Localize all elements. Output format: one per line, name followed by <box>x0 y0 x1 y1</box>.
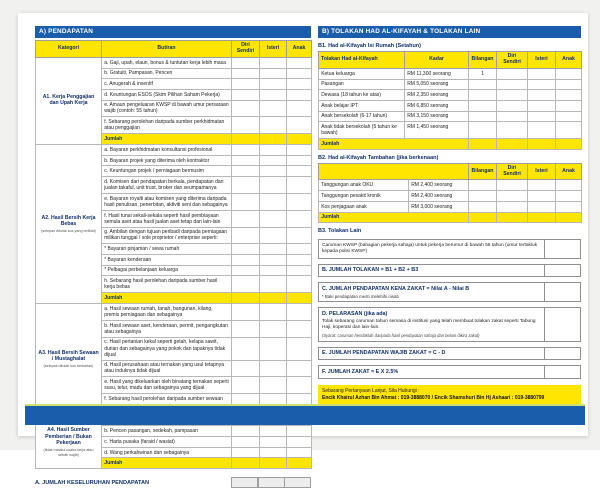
row-label: Dewasa (18 tahun ke atas) <box>319 90 405 101</box>
item-text: b. Hasil sewaan aset, kenderaan, permit, pengangkutan atau sebagainya <box>102 320 232 337</box>
total-income-cells <box>232 477 311 488</box>
item-text: f. Hasil tunai sekali-sekala seperti hasil pembiayaan semula aset atau hasil jualan aset tetap dan lain-lain <box>102 210 232 227</box>
col-header-isteri: Isteri <box>260 41 287 57</box>
input-cell[interactable] <box>469 180 497 191</box>
row-kadar: RM 3,000 seorang <box>409 201 469 212</box>
b1-header-row <box>319 52 582 68</box>
input-cell[interactable] <box>232 145 260 156</box>
col-header-isteri: Isteri <box>528 164 556 180</box>
input-cell[interactable] <box>287 293 312 304</box>
item-text: * Bayaran kenderaan <box>102 254 232 265</box>
input-cell[interactable] <box>258 477 285 488</box>
input-cell[interactable] <box>497 139 528 150</box>
input-cell[interactable] <box>260 117 287 134</box>
input-cell[interactable] <box>497 90 528 101</box>
input-cell[interactable] <box>497 201 528 212</box>
row-kadar: RM 2,400 seorang <box>409 180 469 191</box>
row-label: Anak tidak bersekolah (5 tahun ke bawah) <box>319 122 405 139</box>
section-b-header: B) TOLAKAN HAD AL-KIFAYAH & TOLAKAN LAIN <box>318 26 581 38</box>
input-cell[interactable] <box>287 304 312 321</box>
b1-title: B1. Had al-Kifayah Isi Rumah (Setahun) <box>318 43 421 50</box>
item-text: b. Pencen pasangan, sedekah, pampasan <box>102 426 232 437</box>
item-text: c. Hasil pertanian kekal seperti getah, kelapa sawit, durian dan sebagainya yang pokok dan tapaknya tidak dijual <box>102 337 232 360</box>
input-cell[interactable] <box>287 68 312 79</box>
b3-box <box>318 239 581 258</box>
input-cell[interactable] <box>232 68 260 79</box>
b2-table <box>318 163 582 223</box>
row-label: Tanggungan pesakit kronik <box>319 191 409 202</box>
input-cell[interactable] <box>232 177 260 194</box>
table-row <box>319 122 582 139</box>
item-text: f. Sebarang perolehan daripada sumber perkhidmatan atau penggajian <box>102 117 232 134</box>
input-cell[interactable] <box>287 145 312 156</box>
input-cell[interactable] <box>232 155 260 166</box>
col-header-anak: Anak <box>556 164 582 180</box>
pelarasan-box <box>318 307 581 341</box>
category-a4-sublabel: (tidak melalui usaha kerja atau sebab wajib) <box>43 448 94 457</box>
input-cell[interactable] <box>287 447 312 458</box>
input-cell[interactable] <box>232 89 260 100</box>
col-header-kadar: Kadar <box>405 52 469 68</box>
input-cell[interactable] <box>232 265 260 276</box>
item-text: * Bayaran pinjaman / sewa rumah <box>102 244 232 255</box>
input-cell[interactable] <box>469 90 497 101</box>
input-cell[interactable] <box>497 212 528 223</box>
input-cell[interactable] <box>287 265 312 276</box>
total-b-label: B. JUMLAH TOLAKAN = B1 + B2 + B3 <box>322 267 419 274</box>
subtotal-row <box>319 212 582 223</box>
category-a2 <box>36 145 102 304</box>
category-a3-sublabel: (selepas ditolak kos berkaitan) <box>43 364 94 369</box>
input-cell[interactable] <box>232 458 260 469</box>
b3-text: Caruman KWSP (bahagian pekerja sahaja) untuk pekerja berumur di bawah 55 tahun (umur tertakluk kepada polisi KWSP) <box>322 242 538 255</box>
total-e-label: E. JUMLAH PENDAPATAN WAJIB ZAKAT = C - D <box>322 350 446 357</box>
input-cell[interactable] <box>260 437 287 448</box>
input-cell[interactable] <box>556 100 582 111</box>
row-label: Tanggungan anak OKU <box>319 180 409 191</box>
table-row <box>319 100 582 111</box>
input-cell[interactable] <box>260 293 287 304</box>
input-cell[interactable] <box>287 394 312 405</box>
b2-header-row <box>319 164 582 180</box>
total-c-label: C. JUMLAH PENDAPATAN KENA ZAKAT = Nilai A - Nilai B <box>322 285 470 292</box>
input-cell[interactable] <box>556 122 582 139</box>
input-cell[interactable] <box>232 117 260 134</box>
category-a2-label: A2. Hasil Bersih Kerja Bebas <box>41 214 96 228</box>
input-cell[interactable] <box>287 458 312 469</box>
input-cell[interactable] <box>260 394 287 405</box>
input-cell[interactable] <box>232 437 260 448</box>
input-cell[interactable] <box>260 100 287 117</box>
input-cell[interactable] <box>260 166 287 177</box>
input-cell[interactable] <box>287 227 312 244</box>
col-header-tolakan: Tolakan Had al-Kifayah <box>319 52 405 68</box>
input-cell[interactable] <box>232 210 260 227</box>
row-label: Kos penjagaan anak <box>319 201 409 212</box>
input-cell[interactable] <box>497 122 528 139</box>
table-row <box>319 90 582 101</box>
input-cell[interactable] <box>556 191 582 202</box>
input-cell[interactable] <box>497 191 528 202</box>
input-cell[interactable] <box>232 254 260 265</box>
input-cell[interactable] <box>287 244 312 255</box>
input-cell[interactable] <box>556 79 582 90</box>
section-a-header: A) PENDAPATAN <box>35 26 311 38</box>
input-cell[interactable] <box>287 134 312 145</box>
input-cell[interactable] <box>260 57 287 68</box>
total-income-label: A. JUMLAH KESELURUHAN PENDAPATAN <box>35 479 150 486</box>
input-cell[interactable] <box>528 90 556 101</box>
input-cell[interactable] <box>287 193 312 210</box>
input-cell[interactable] <box>287 337 312 360</box>
input-cell[interactable] <box>232 134 260 145</box>
input-cell[interactable] <box>528 111 556 122</box>
input-cell[interactable] <box>287 320 312 337</box>
input-cell[interactable] <box>260 360 287 377</box>
input-cell[interactable] <box>287 276 312 293</box>
input-cell[interactable] <box>260 337 287 360</box>
input-cell[interactable] <box>497 68 528 79</box>
input-cell[interactable] <box>469 100 497 111</box>
input-cell[interactable] <box>260 377 287 394</box>
total-b-box <box>318 264 581 277</box>
input-cell[interactable] <box>556 212 582 223</box>
col-header-butiran: Butiran <box>102 41 232 57</box>
input-cell[interactable] <box>544 348 580 359</box>
total-c-box <box>318 282 581 302</box>
item-text: c. Anugerah & insentif <box>102 79 232 90</box>
input-cell[interactable] <box>232 337 260 360</box>
input-cell[interactable] <box>260 227 287 244</box>
input-cell[interactable] <box>260 447 287 458</box>
col-header-bilangan: Bilangan <box>469 164 497 180</box>
input-cell[interactable] <box>287 177 312 194</box>
b1-table <box>318 51 582 150</box>
category-a3 <box>36 304 102 416</box>
contact-line2: Encik Khairul Azhan Bin Ahmat : 019-3888070 / Encik Shamshuri Bin Hj Ashaari : 019-3880799 <box>322 395 545 402</box>
input-cell[interactable] <box>232 166 260 177</box>
item-text: b. Gratuiti, Pampasan, Pencen <box>102 68 232 79</box>
input-cell[interactable] <box>528 191 556 202</box>
input-cell[interactable] <box>284 477 311 488</box>
input-cell[interactable] <box>528 139 556 150</box>
input-cell[interactable] <box>260 134 287 145</box>
input-cell[interactable] <box>497 79 528 90</box>
table-row <box>319 201 582 212</box>
jumlah-label: Jumlah <box>319 139 469 150</box>
input-cell[interactable] <box>544 265 580 276</box>
total-f-label: F. JUMLAH ZAKAT = E X 2.5% <box>322 368 399 375</box>
input-cell[interactable] <box>528 79 556 90</box>
item-text: g. Ambilan dengan tujuan peribadi daripada perniagaan milikan tunggal / sole proprietor / enterprise seperti: <box>102 227 232 244</box>
input-cell[interactable] <box>232 360 260 377</box>
col-header-diri-sendiri: Diri Sendiri <box>232 41 260 57</box>
category-a1 <box>36 57 102 144</box>
b2-title: B2. Had al-Kifayah Tambahan (jika berkenaan) <box>318 155 439 161</box>
item-text: a. Hasil sewaan rumah, tanah, bangunan, kilang, premis perniagaan dan sebagainya <box>102 304 232 321</box>
input-cell[interactable] <box>232 276 260 293</box>
input-cell[interactable] <box>556 201 582 212</box>
b3-title: B3. Tolakan Lain <box>318 228 362 235</box>
row-label: Pasangan <box>319 79 405 90</box>
item-text: * Pelbagai perbelanjaan keluarga <box>102 265 232 276</box>
row-label: Anak bersekolah (6-17 tahun) <box>319 111 405 122</box>
total-income-row <box>35 477 311 488</box>
category-a2-sublabel: (selepas ditolak kos yang terlibat) <box>41 229 96 234</box>
subtotal-row <box>319 139 582 150</box>
item-text: a. Gaji, upah, elaun, bonus & tuntutan kerja lebih masa <box>102 57 232 68</box>
jumlah-label: Jumlah <box>102 293 232 304</box>
input-cell[interactable] <box>287 79 312 90</box>
total-f-box <box>318 365 581 378</box>
item-text: c. Keuntungan projek / perniagaan bermusim <box>102 166 232 177</box>
table-row <box>319 191 582 202</box>
input-cell[interactable] <box>260 458 287 469</box>
input-cell[interactable] <box>260 320 287 337</box>
input-cell[interactable] <box>556 90 582 101</box>
input-cell[interactable] <box>287 57 312 68</box>
section-b-tolakan <box>318 26 581 406</box>
input-cell[interactable] <box>556 180 582 191</box>
input-cell[interactable] <box>260 68 287 79</box>
contact-box <box>318 385 581 406</box>
input-cell[interactable] <box>232 394 260 405</box>
input-cell[interactable] <box>287 377 312 394</box>
jumlah-label: Jumlah <box>319 212 469 223</box>
income-table-header-row <box>36 41 312 57</box>
input-cell[interactable] <box>544 240 580 257</box>
input-cell[interactable] <box>232 57 260 68</box>
category-a1-label: A1. Kerja Penggajian dan Upah Kerja <box>42 93 95 107</box>
col-header-empty <box>319 164 469 180</box>
jumlah-label: Jumlah <box>102 458 232 469</box>
row-kadar: RM 11,300 seorang <box>405 68 469 79</box>
input-cell[interactable] <box>232 426 260 437</box>
col-header-diri-sendiri: Diri Sendiri <box>497 52 528 68</box>
total-c-note: * Baki pendapatan mesti melebihi nisab <box>322 293 399 299</box>
input-cell[interactable] <box>287 117 312 134</box>
input-cell[interactable] <box>260 79 287 90</box>
input-cell[interactable] <box>528 212 556 223</box>
item-text: d. Hasil perusahaan atau ternakan yang usul tetapnya atau induknya tidak dijual <box>102 360 232 377</box>
input-cell[interactable] <box>287 89 312 100</box>
input-cell[interactable] <box>287 254 312 265</box>
input-cell[interactable] <box>260 177 287 194</box>
input-cell[interactable] <box>232 293 260 304</box>
table-row <box>36 145 312 156</box>
input-cell[interactable] <box>232 244 260 255</box>
input-cell[interactable] <box>260 254 287 265</box>
input-cell[interactable] <box>232 377 260 394</box>
col-header-bilangan: Bilangan <box>469 52 497 68</box>
row-label: Anak belajar IPT <box>319 100 405 111</box>
input-cell[interactable] <box>232 304 260 321</box>
item-text: d. Keuntungan ESOS (Skim Pilihan Saham Pekerja) <box>102 89 232 100</box>
table-row <box>319 180 582 191</box>
col-header-diri-sendiri: Diri Sendiri <box>497 164 528 180</box>
input-cell[interactable] <box>469 111 497 122</box>
col-header-kategori: Kategori <box>36 41 102 57</box>
item-text: e. Amaun pengeluaran KWSP di bawah umur persaraan wajib (contoh: 55 tahun) <box>102 100 232 117</box>
item-text: e. Hasil yang dikeluarkan oleh binatang ternakan seperti susu, telur, madu dan sebagainya yang dijual <box>102 377 232 394</box>
input-cell[interactable] <box>497 100 528 111</box>
row-kadar: RM 6,850 seorang <box>405 100 469 111</box>
input-cell[interactable] <box>287 426 312 437</box>
table-row <box>36 57 312 68</box>
item-text: b. Bayaran projek yang diterima oleh kontraktor <box>102 155 232 166</box>
category-a3-label: A3. Hasil Bersih Sewaan / Mustaghalat <box>38 349 99 363</box>
input-cell[interactable] <box>287 210 312 227</box>
table-row <box>319 79 582 90</box>
input-cell[interactable] <box>544 283 580 301</box>
input-cell[interactable] <box>232 193 260 210</box>
pelarasan-title: D. PELARASAN (jika ada) <box>322 310 388 317</box>
input-cell[interactable] <box>287 100 312 117</box>
item-text: d. Komisen dari pendapatan berkala, pendapatan dari jualan takaful, unit trust, broker dan seumpamanya <box>102 177 232 194</box>
input-cell[interactable] <box>232 100 260 117</box>
table-row <box>319 68 582 79</box>
input-cell[interactable] <box>260 89 287 100</box>
input-cell[interactable] <box>260 145 287 156</box>
input-cell[interactable] <box>260 265 287 276</box>
input-cell[interactable] <box>287 166 312 177</box>
contact-line1: Sebarang Pertanyaan Lanjut, Sila Hubungi : <box>322 388 420 395</box>
row-kadar: RM 5,050 seorang <box>405 79 469 90</box>
input-cell[interactable] <box>260 304 287 321</box>
input-cell[interactable] <box>469 191 497 202</box>
input-cell[interactable] <box>528 122 556 139</box>
row-kadar: RM 1,450 seorang <box>405 122 469 139</box>
input-cell[interactable] <box>260 210 287 227</box>
row-label: Ketua keluarga <box>319 68 405 79</box>
table-row <box>36 304 312 321</box>
input-cell[interactable] <box>497 111 528 122</box>
input-cell[interactable] <box>528 100 556 111</box>
col-header-anak: Anak <box>556 52 582 68</box>
input-cell[interactable] <box>469 212 497 223</box>
total-e-box <box>318 347 581 360</box>
row-kadar: RM 3,150 seorang <box>405 111 469 122</box>
item-text: f. Sebarang hasil perolehan daripada sumber sewaan <box>102 394 232 405</box>
jumlah-label: Jumlah <box>102 134 232 145</box>
input-cell[interactable] <box>544 366 580 377</box>
input-cell[interactable] <box>469 79 497 90</box>
input-cell[interactable] <box>232 79 260 90</box>
input-cell[interactable] <box>260 193 287 210</box>
input-cell[interactable] <box>232 320 260 337</box>
item-text: c. Harta pusaka (faraid / wasiat) <box>102 437 232 448</box>
col-header-isteri: Isteri <box>528 52 556 68</box>
item-text: d. Wang perkahwinan dan sebagainya <box>102 447 232 458</box>
pelarasan-note: (Syarat: caruman hendaklah daripada hasil pendapatan sahaja dan belum dikira zakat) <box>322 333 480 339</box>
input-cell[interactable] <box>528 180 556 191</box>
input-cell[interactable] <box>556 139 582 150</box>
input-cell[interactable] <box>232 447 260 458</box>
row-kadar: RM 2,350 seorang <box>405 90 469 101</box>
pelarasan-text: Tolak sebarang caruman tahun semasa di institusi yang telah membuat tolakan zakat seperti Tabung Haji, koperasi dan lain-lain. <box>322 318 536 331</box>
col-header-anak: Anak <box>287 41 312 57</box>
item-text: a. Bayaran perkhidmatan konsultansi profesional <box>102 145 232 156</box>
input-cell[interactable] <box>469 201 497 212</box>
input-cell[interactable] <box>528 68 556 79</box>
input-cell[interactable] <box>544 308 580 340</box>
input-cell[interactable] <box>528 201 556 212</box>
table-row <box>319 111 582 122</box>
item-text: h. Sebarang hasil perolehan daripada sumber hasil kerja bebas <box>102 276 232 293</box>
input-cell[interactable] <box>260 155 287 166</box>
input-cell[interactable] <box>260 276 287 293</box>
item-text: e. Bayaran royalti atau komisen yang diterima daripada hasil penulisan, penerbitan, aktiviti seni dan sebagainya <box>102 193 232 210</box>
input-cell[interactable] <box>232 227 260 244</box>
footer-band <box>25 404 585 425</box>
input-cell[interactable] <box>287 437 312 448</box>
input-cell[interactable] <box>556 111 582 122</box>
input-cell[interactable] <box>469 122 497 139</box>
input-cell[interactable] <box>287 155 312 166</box>
input-cell[interactable] <box>497 180 528 191</box>
row-kadar: RM 2,400 seorang <box>409 191 469 202</box>
input-cell[interactable] <box>260 426 287 437</box>
input-cell[interactable] <box>556 68 582 79</box>
input-cell[interactable] <box>231 477 258 488</box>
input-cell[interactable] <box>260 244 287 255</box>
input-cell[interactable]: 1 <box>469 68 497 79</box>
category-a4-label: A4. Hasil Sumber Pemberian / Bukan Pekerjaan <box>45 427 92 447</box>
input-cell[interactable] <box>469 139 497 150</box>
input-cell[interactable] <box>287 360 312 377</box>
